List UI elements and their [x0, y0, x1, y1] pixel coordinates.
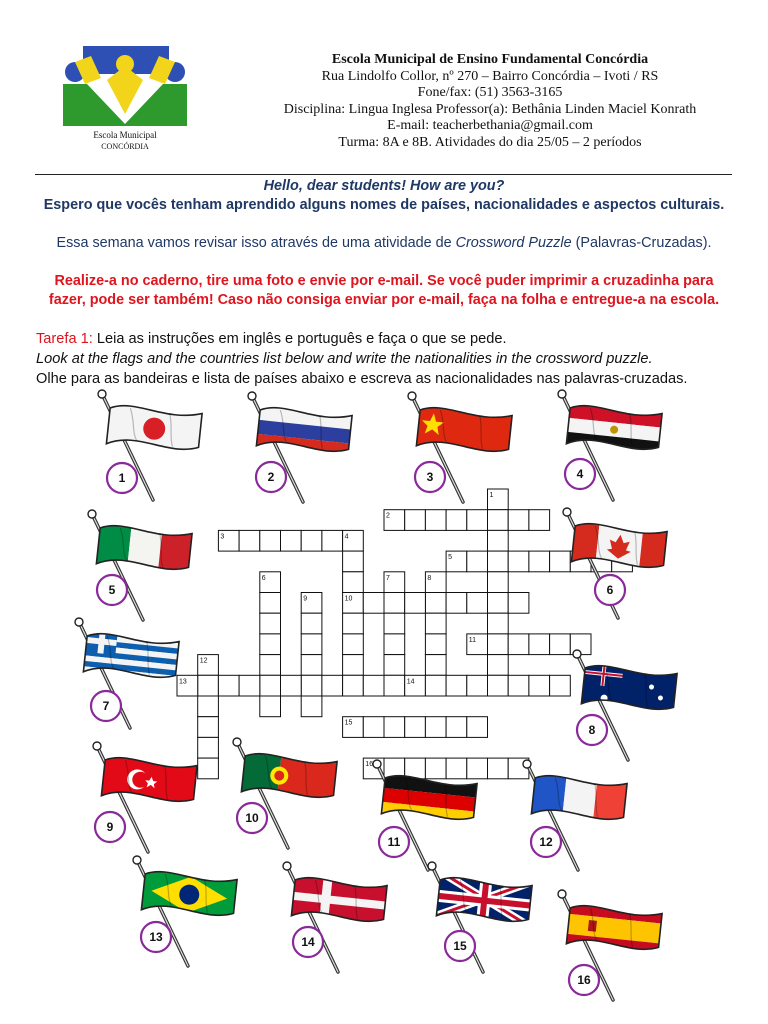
flag-cloth: [381, 770, 478, 831]
hope-text: Espero que vocês tenham aprendido alguns nomes de países, nacionalidades e aspectos culturais.: [43, 197, 725, 213]
flag-number: 15: [453, 939, 467, 953]
clue-number-16: 16: [365, 761, 374, 769]
flag-number: 10: [245, 811, 259, 825]
flag-cloth: [140, 866, 237, 929]
clue-number-3: 3: [220, 533, 225, 541]
clue-number-9: 9: [303, 595, 308, 603]
clue-number-4: 4: [344, 533, 349, 541]
flag-cloth: [530, 770, 628, 833]
clue-number-2: 2: [386, 512, 390, 520]
clue-number-7: 7: [386, 574, 390, 582]
greeting: Hello, dear students! How are you?: [263, 178, 505, 194]
review-pre: Essa semana vamos revisar isso através de uma atividade de: [56, 235, 456, 251]
clue-number-10: 10: [344, 595, 353, 603]
flag-number: 7: [102, 699, 110, 713]
flag-number: 16: [577, 973, 591, 987]
pole-finial: [408, 392, 416, 400]
pole-finial: [558, 390, 566, 398]
flag-cloth: [415, 402, 512, 465]
pole-finial: [248, 392, 256, 400]
flag-number-badge: [531, 827, 561, 857]
email-line: E-mail: teacherbethania@gmail.com: [387, 118, 593, 134]
pole-finial: [573, 650, 581, 658]
school-address: Rua Lindolfo Collor, nº 270 – Bairro Concórdia – Ivoti / RS: [321, 68, 659, 84]
flag-cloth: [566, 400, 663, 461]
flag-number-badge: [107, 463, 137, 493]
flag-number-badge: [445, 931, 475, 961]
clue-number-13: 13: [179, 678, 187, 686]
pole-finial: [98, 390, 106, 398]
clue-number-14: 14: [406, 678, 415, 686]
review-post: (Palavras-Cruzadas).: [571, 235, 712, 251]
flag-number-badge: [415, 462, 445, 492]
clue-number-15: 15: [344, 719, 353, 727]
flag-number: 2: [267, 470, 275, 484]
clue-number-11: 11: [468, 636, 477, 644]
pole-finial: [233, 738, 241, 746]
flag-number: 8: [588, 723, 596, 737]
flag-number-badge: [577, 715, 607, 745]
flag-number-badge: [95, 812, 125, 842]
flag-number: 13: [149, 930, 163, 944]
clue-number-5: 5: [448, 554, 453, 562]
flag-number-badge: [293, 927, 323, 957]
flag-number-badge: [569, 965, 599, 995]
flag-number-badge: [237, 803, 267, 833]
pole-finial: [133, 856, 141, 864]
flag-number-badge: [91, 691, 121, 721]
flag-number: 4: [576, 467, 584, 481]
flag-greece: [75, 618, 179, 728]
instruction-line-1: Realize-a no caderno, tire uma foto e envie por e-mail. Se você puder imprimir a cruzadinha para: [54, 273, 714, 289]
flag-cloth: [240, 748, 337, 811]
flag-cloth: [565, 900, 662, 963]
flag-number: 5: [108, 583, 116, 597]
flag-number: 6: [606, 583, 614, 597]
task-line-3: Olhe para as bandeiras e lista de países abaixo e escreva as nacionalidades nas palavras-cruzadas.: [36, 371, 688, 387]
task-label: Tarefa 1:: [36, 331, 93, 347]
school-name: Escola Municipal de Ensino Fundamental Concórdia: [331, 52, 649, 67]
pole-finial: [523, 760, 531, 768]
flag-number-badge: [595, 575, 625, 605]
flag-number: 1: [118, 471, 126, 485]
clue-number-12: 12: [199, 657, 208, 665]
flag-number-badge: [141, 922, 171, 952]
flag-number: 14: [301, 935, 315, 949]
pole-finial: [373, 760, 381, 768]
instruction-line-2: fazer, pode ser também! Caso não consiga enviar por e-mail, faça na folha e entregue-a na escola.: [48, 292, 720, 308]
pole-finial: [428, 862, 436, 870]
flag-cloth: [570, 518, 667, 581]
flag-number-badge: [379, 827, 409, 857]
flag-number: 11: [387, 835, 401, 849]
flag-cloth: [105, 400, 202, 463]
flag-number-badge: [565, 459, 595, 489]
pole-finial: [75, 618, 83, 626]
flag-cloth: [100, 752, 197, 815]
flag-cloth: [256, 402, 353, 463]
flag-cloth: [435, 872, 532, 935]
discipline-line: Disciplina: Lingua Inglesa Professor(a): Bethânia Linden Maciel Konrath: [283, 101, 697, 117]
pole-finial: [283, 862, 291, 870]
pole-finial: [558, 890, 566, 898]
clue-number-1: 1: [489, 492, 494, 499]
class-line: Turma: 8A e 8B. Atividades do dia 25/05 – 2 períodos: [338, 134, 642, 150]
flag-number-badge: [256, 462, 286, 492]
flag-denmark: [283, 862, 387, 972]
logo-caption-1: Escola Municipal: [93, 130, 157, 140]
school-phone: Fone/fax: (51) 3563-3165: [417, 85, 563, 101]
review-italic: Crossword Puzzle: [455, 235, 572, 251]
logo-caption-2: CONCÓRDIA: [101, 142, 149, 151]
pole-finial: [93, 742, 101, 750]
task-line-1-text: Leia as instruções em inglês e português e faça o que se pede.: [92, 331, 507, 347]
flag-cloth: [290, 872, 387, 935]
flag-cloth: [580, 660, 677, 723]
flag-number: 3: [426, 470, 434, 484]
pole-finial: [563, 508, 571, 516]
flag-number: 12: [539, 835, 553, 849]
flag-united-kingdom: [428, 862, 532, 972]
pole-finial: [88, 510, 96, 518]
flag-number-badge: [97, 575, 127, 605]
flag-number: 9: [106, 820, 114, 834]
flag-cloth: [95, 520, 193, 583]
task-line-2: Look at the flags and the countries list below and write the nationalities in the crossword puzzle.: [36, 351, 653, 367]
clue-number-8: 8: [427, 574, 432, 582]
flag-cloth: [83, 628, 180, 687]
clue-number-6: 6: [261, 574, 266, 582]
